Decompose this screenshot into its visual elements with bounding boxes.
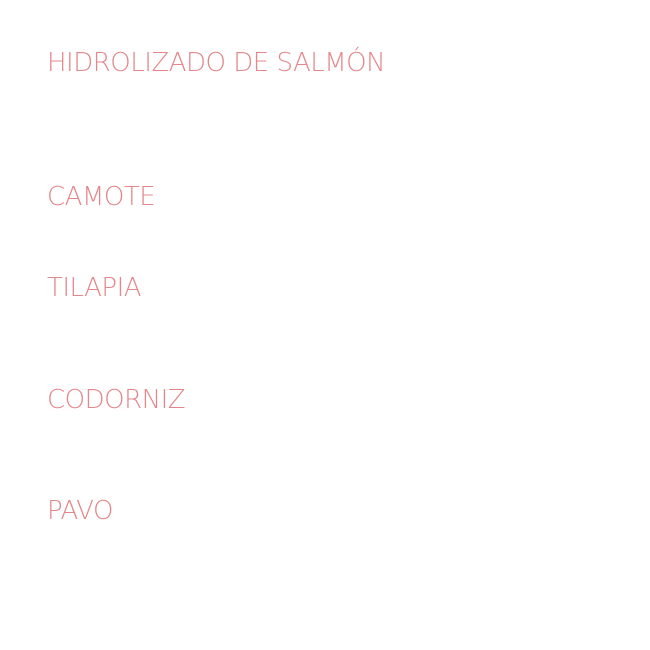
ingredient-codorniz: CODORNIZ [47,385,186,415]
ingredient-camote: CAMOTE [47,182,156,212]
ingredient-tilapia: TILAPIA [47,273,142,303]
ingredient-pavo: PAVO [47,496,113,526]
ingredient-hidrolizado-de-salmon: HIDROLIZADO DE SALMÓN [47,48,386,78]
